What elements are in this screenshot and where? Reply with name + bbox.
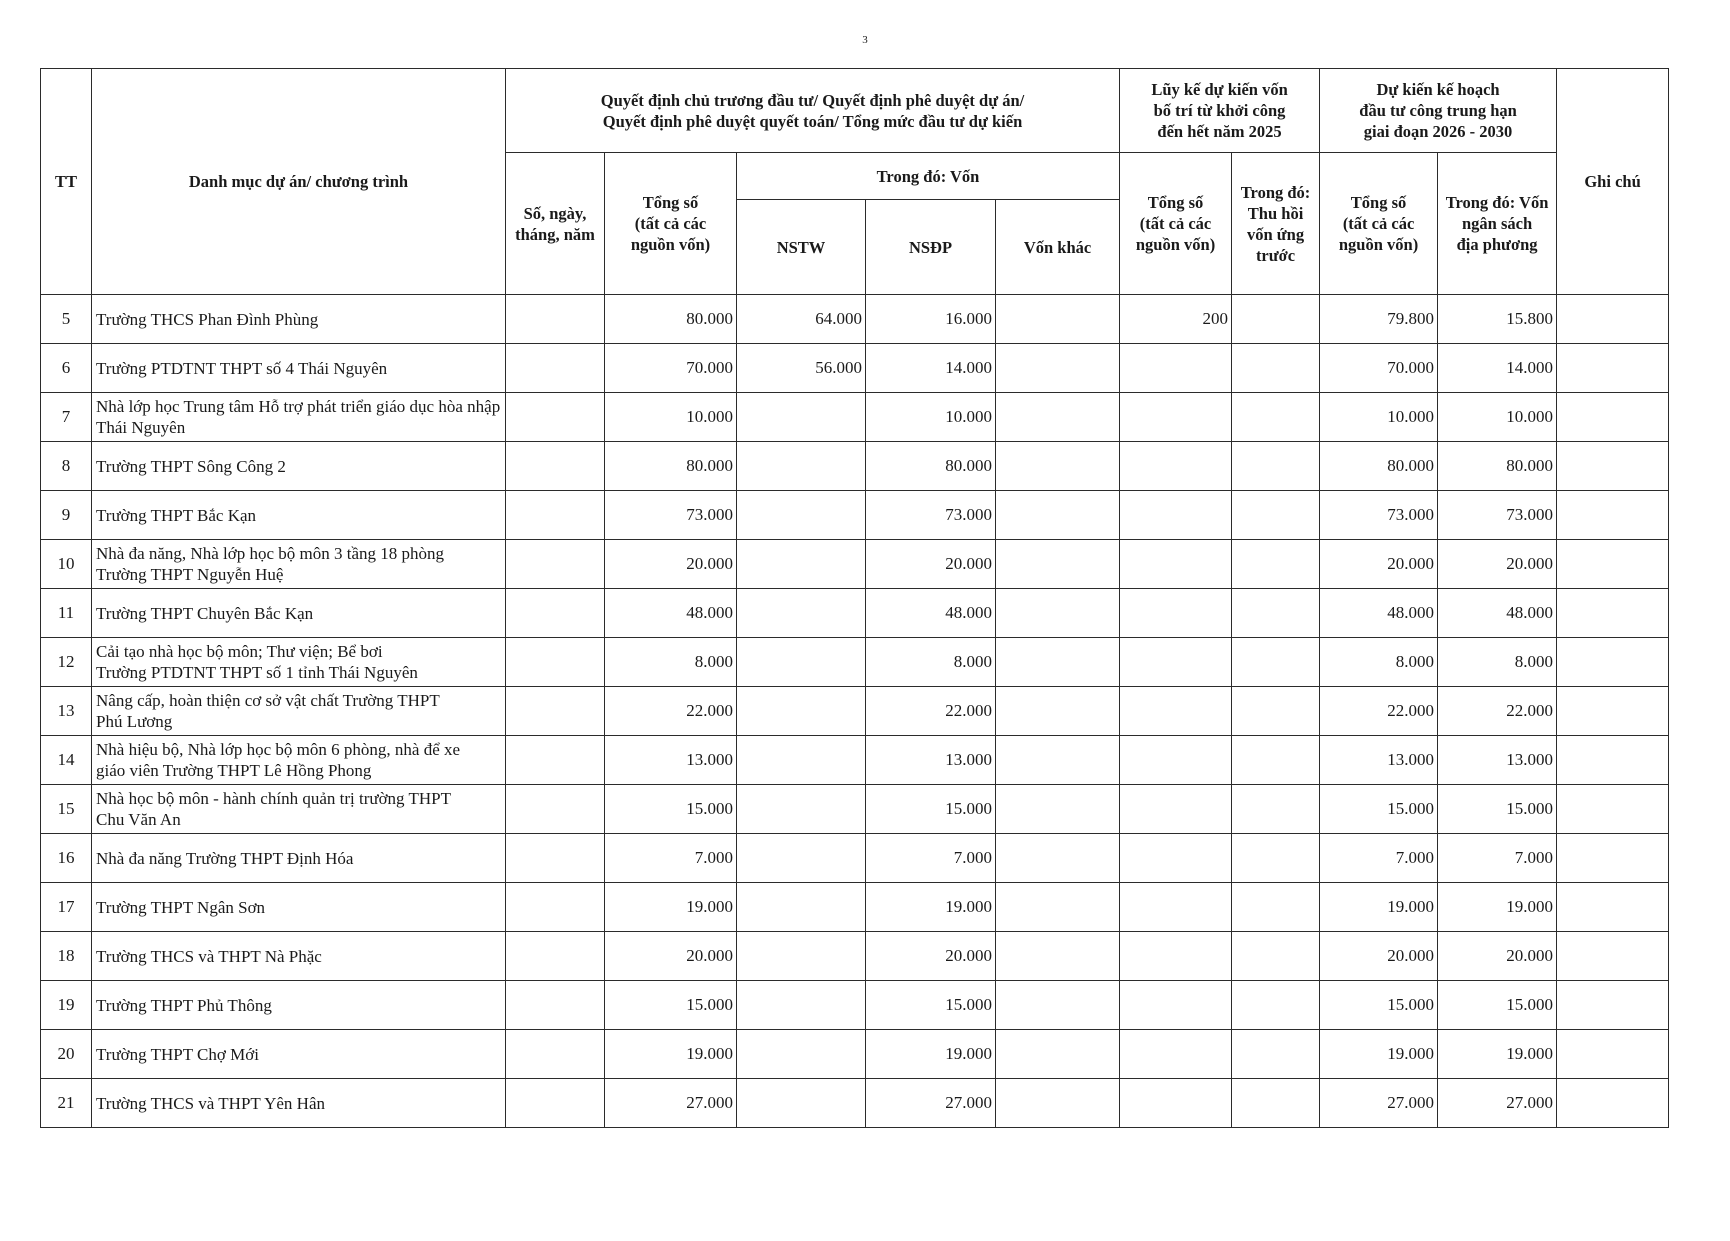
row-nstw: 56.000 — [737, 344, 866, 393]
row-cumulative-total: 200 — [1120, 295, 1232, 344]
row-plan-total: 22.000 — [1320, 687, 1438, 736]
row-decision-number — [506, 785, 605, 834]
row-plan-local: 10.000 — [1438, 393, 1557, 442]
row-project-name: Nhà học bộ môn - hành chính quản trị trường THPT Chu Văn An — [92, 785, 506, 834]
row-nstw — [737, 785, 866, 834]
row-note — [1557, 491, 1669, 540]
row-plan-local: 22.000 — [1438, 687, 1557, 736]
investment-plan-table — [40, 68, 1669, 1128]
row-cumulative-total — [1120, 491, 1232, 540]
header-nstw: NSTW — [737, 200, 866, 295]
row-tt: 9 — [41, 491, 92, 540]
row-decision-number — [506, 589, 605, 638]
row-plan-local: 7.000 — [1438, 834, 1557, 883]
row-note — [1557, 736, 1669, 785]
row-cumulative-recovery — [1232, 1079, 1320, 1128]
row-nsdp: 73.000 — [866, 491, 996, 540]
row-cumulative-total — [1120, 1030, 1232, 1079]
row-project-name: Nhà hiệu bộ, Nhà lớp học bộ môn 6 phòng, nhà để xe giáo viên Trường THPT Lê Hồng Phong — [92, 736, 506, 785]
row-decision-number — [506, 834, 605, 883]
row-nstw — [737, 491, 866, 540]
row-decision-number — [506, 442, 605, 491]
table-row — [41, 491, 1669, 540]
row-project-name: Trường THPT Phủ Thông — [92, 981, 506, 1030]
row-nsdp: 16.000 — [866, 295, 996, 344]
row-plan-total: 13.000 — [1320, 736, 1438, 785]
row-nstw — [737, 834, 866, 883]
row-plan-local: 14.000 — [1438, 344, 1557, 393]
row-decision-number — [506, 883, 605, 932]
row-plan-total: 73.000 — [1320, 491, 1438, 540]
row-decision-total: 7.000 — [605, 834, 737, 883]
row-nstw — [737, 932, 866, 981]
row-nsdp: 10.000 — [866, 393, 996, 442]
row-tt: 19 — [41, 981, 92, 1030]
row-cumulative-total — [1120, 540, 1232, 589]
row-project-name: Trường THPT Sông Công 2 — [92, 442, 506, 491]
row-plan-total: 8.000 — [1320, 638, 1438, 687]
row-cumulative-recovery — [1232, 981, 1320, 1030]
row-decision-total: 73.000 — [605, 491, 737, 540]
row-tt: 11 — [41, 589, 92, 638]
row-plan-total: 10.000 — [1320, 393, 1438, 442]
row-decision-total: 80.000 — [605, 442, 737, 491]
row-plan-local: 48.000 — [1438, 589, 1557, 638]
header-plan-total: Tổng số (tất cả các nguồn vốn) — [1320, 153, 1438, 295]
header-cumulative-recovery: Trong đó: Thu hồi vốn ứng trước — [1232, 153, 1320, 295]
row-nsdp: 13.000 — [866, 736, 996, 785]
row-tt: 13 — [41, 687, 92, 736]
row-nsdp: 15.000 — [866, 981, 996, 1030]
row-cumulative-recovery — [1232, 932, 1320, 981]
row-tt: 10 — [41, 540, 92, 589]
row-decision-number — [506, 295, 605, 344]
table-body — [41, 295, 1669, 1128]
table-row — [41, 981, 1669, 1030]
row-cumulative-recovery — [1232, 491, 1320, 540]
row-project-name: Trường THCS Phan Đình Phùng — [92, 295, 506, 344]
row-cumulative-recovery — [1232, 540, 1320, 589]
row-cumulative-recovery — [1232, 785, 1320, 834]
row-decision-total: 70.000 — [605, 344, 737, 393]
header-project-name: Danh mục dự án/ chương trình — [92, 69, 506, 295]
row-other-capital — [996, 638, 1120, 687]
row-nsdp: 15.000 — [866, 785, 996, 834]
row-decision-number — [506, 1079, 605, 1128]
row-note — [1557, 295, 1669, 344]
row-tt: 7 — [41, 393, 92, 442]
row-plan-total: 19.000 — [1320, 1030, 1438, 1079]
row-note — [1557, 344, 1669, 393]
row-cumulative-total — [1120, 785, 1232, 834]
row-cumulative-recovery — [1232, 295, 1320, 344]
row-note — [1557, 932, 1669, 981]
row-project-name: Trường THCS và THPT Yên Hân — [92, 1079, 506, 1128]
row-decision-total: 8.000 — [605, 638, 737, 687]
table-row — [41, 295, 1669, 344]
row-decision-total: 22.000 — [605, 687, 737, 736]
row-project-name: Trường PTDTNT THPT số 4 Thái Nguyên — [92, 344, 506, 393]
row-plan-local: 8.000 — [1438, 638, 1557, 687]
row-plan-local: 15.800 — [1438, 295, 1557, 344]
row-cumulative-recovery — [1232, 687, 1320, 736]
row-plan-total: 19.000 — [1320, 883, 1438, 932]
row-decision-number — [506, 638, 605, 687]
row-note — [1557, 834, 1669, 883]
row-other-capital — [996, 785, 1120, 834]
row-tt: 5 — [41, 295, 92, 344]
row-plan-total: 79.800 — [1320, 295, 1438, 344]
header-tt: TT — [41, 69, 92, 295]
row-plan-total: 20.000 — [1320, 932, 1438, 981]
row-cumulative-recovery — [1232, 442, 1320, 491]
row-plan-total: 80.000 — [1320, 442, 1438, 491]
row-decision-total: 19.000 — [605, 883, 737, 932]
table-row — [41, 393, 1669, 442]
table-row — [41, 1079, 1669, 1128]
row-cumulative-recovery — [1232, 1030, 1320, 1079]
row-other-capital — [996, 1030, 1120, 1079]
row-nstw — [737, 687, 866, 736]
header-decision-number: Số, ngày, tháng, năm — [506, 153, 605, 295]
row-cumulative-total — [1120, 638, 1232, 687]
table-row — [41, 540, 1669, 589]
row-decision-total: 20.000 — [605, 932, 737, 981]
row-cumulative-recovery — [1232, 393, 1320, 442]
row-other-capital — [996, 736, 1120, 785]
row-plan-local: 73.000 — [1438, 491, 1557, 540]
table-row — [41, 785, 1669, 834]
row-other-capital — [996, 344, 1120, 393]
row-decision-number — [506, 736, 605, 785]
row-decision-total: 15.000 — [605, 785, 737, 834]
row-nsdp: 80.000 — [866, 442, 996, 491]
row-cumulative-total — [1120, 687, 1232, 736]
header-decision-group: Quyết định chủ trương đầu tư/ Quyết định phê duyệt dự án/ Quyết định phê duyệt quyết toán/ Tổng mức đầu tư dự kiến — [506, 69, 1120, 153]
row-cumulative-total — [1120, 932, 1232, 981]
table-header — [41, 69, 1669, 295]
row-cumulative-total — [1120, 981, 1232, 1030]
row-plan-local: 19.000 — [1438, 883, 1557, 932]
row-tt: 16 — [41, 834, 92, 883]
row-plan-local: 20.000 — [1438, 932, 1557, 981]
row-project-name: Trường THPT Chợ Mới — [92, 1030, 506, 1079]
row-nstw — [737, 981, 866, 1030]
row-note — [1557, 589, 1669, 638]
row-decision-number — [506, 540, 605, 589]
row-cumulative-total — [1120, 834, 1232, 883]
row-decision-total: 48.000 — [605, 589, 737, 638]
row-cumulative-total — [1120, 442, 1232, 491]
row-decision-number — [506, 981, 605, 1030]
row-other-capital — [996, 442, 1120, 491]
row-project-name: Nhà lớp học Trung tâm Hỗ trợ phát triển giáo dục hòa nhập Thái Nguyên — [92, 393, 506, 442]
row-decision-number — [506, 687, 605, 736]
row-note — [1557, 1079, 1669, 1128]
table-row — [41, 834, 1669, 883]
row-nsdp: 20.000 — [866, 932, 996, 981]
row-tt: 6 — [41, 344, 92, 393]
row-decision-total: 19.000 — [605, 1030, 737, 1079]
table-row — [41, 589, 1669, 638]
row-tt: 15 — [41, 785, 92, 834]
row-cumulative-total — [1120, 736, 1232, 785]
row-plan-total: 48.000 — [1320, 589, 1438, 638]
row-nstw — [737, 589, 866, 638]
table-row — [41, 1030, 1669, 1079]
row-other-capital — [996, 491, 1120, 540]
row-note — [1557, 785, 1669, 834]
header-of-which-capital: Trong đó: Vốn — [737, 153, 1120, 200]
row-cumulative-recovery — [1232, 638, 1320, 687]
row-tt: 14 — [41, 736, 92, 785]
table-row — [41, 736, 1669, 785]
row-note — [1557, 687, 1669, 736]
row-project-name: Nhà đa năng Trường THPT Định Hóa — [92, 834, 506, 883]
row-decision-total: 13.000 — [605, 736, 737, 785]
header-cumulative-total: Tổng số (tất cả các nguồn vốn) — [1120, 153, 1232, 295]
row-cumulative-recovery — [1232, 589, 1320, 638]
row-tt: 18 — [41, 932, 92, 981]
row-decision-number — [506, 344, 605, 393]
row-plan-total: 7.000 — [1320, 834, 1438, 883]
row-other-capital — [996, 932, 1120, 981]
table-row — [41, 883, 1669, 932]
row-nstw — [737, 638, 866, 687]
row-cumulative-total — [1120, 393, 1232, 442]
row-tt: 12 — [41, 638, 92, 687]
table-row — [41, 932, 1669, 981]
table-row — [41, 442, 1669, 491]
row-plan-total: 20.000 — [1320, 540, 1438, 589]
row-nstw — [737, 540, 866, 589]
row-tt: 17 — [41, 883, 92, 932]
row-cumulative-total — [1120, 883, 1232, 932]
row-nsdp: 22.000 — [866, 687, 996, 736]
row-note — [1557, 638, 1669, 687]
row-nstw — [737, 442, 866, 491]
row-plan-local: 20.000 — [1438, 540, 1557, 589]
row-plan-local: 13.000 — [1438, 736, 1557, 785]
row-other-capital — [996, 589, 1120, 638]
row-plan-local: 80.000 — [1438, 442, 1557, 491]
row-nstw — [737, 883, 866, 932]
row-note — [1557, 1030, 1669, 1079]
row-other-capital — [996, 883, 1120, 932]
row-plan-total: 15.000 — [1320, 981, 1438, 1030]
table-row — [41, 344, 1669, 393]
row-project-name: Nhà đa năng, Nhà lớp học bộ môn 3 tầng 18 phòng Trường THPT Nguyễn Huệ — [92, 540, 506, 589]
row-note — [1557, 981, 1669, 1030]
row-cumulative-recovery — [1232, 344, 1320, 393]
row-plan-local: 19.000 — [1438, 1030, 1557, 1079]
row-nstw — [737, 736, 866, 785]
row-project-name: Trường THPT Bắc Kạn — [92, 491, 506, 540]
row-note — [1557, 540, 1669, 589]
row-decision-total: 15.000 — [605, 981, 737, 1030]
row-nstw — [737, 1030, 866, 1079]
row-project-name: Cải tạo nhà học bộ môn; Thư viện; Bể bơi Trường PTDTNT THPT số 1 tỉnh Thái Nguyên — [92, 638, 506, 687]
row-cumulative-recovery — [1232, 736, 1320, 785]
row-decision-number — [506, 393, 605, 442]
row-project-name: Trường THPT Ngân Sơn — [92, 883, 506, 932]
row-tt: 21 — [41, 1079, 92, 1128]
row-other-capital — [996, 393, 1120, 442]
row-plan-total: 27.000 — [1320, 1079, 1438, 1128]
row-plan-total: 70.000 — [1320, 344, 1438, 393]
header-nsdp: NSĐP — [866, 200, 996, 295]
header-cumulative-group: Lũy kế dự kiến vốn bố trí từ khởi công đến hết năm 2025 — [1120, 69, 1320, 153]
table-row — [41, 687, 1669, 736]
row-other-capital — [996, 1079, 1120, 1128]
row-plan-local: 27.000 — [1438, 1079, 1557, 1128]
row-decision-number — [506, 1030, 605, 1079]
row-decision-total: 27.000 — [605, 1079, 737, 1128]
table-row — [41, 638, 1669, 687]
header-other-capital: Vốn khác — [996, 200, 1120, 295]
row-cumulative-total — [1120, 344, 1232, 393]
row-nsdp: 7.000 — [866, 834, 996, 883]
row-nstw — [737, 1079, 866, 1128]
row-nsdp: 14.000 — [866, 344, 996, 393]
row-note — [1557, 442, 1669, 491]
row-project-name: Trường THPT Chuyên Bắc Kạn — [92, 589, 506, 638]
row-nsdp: 27.000 — [866, 1079, 996, 1128]
row-other-capital — [996, 834, 1120, 883]
page-number: 3 — [862, 34, 868, 46]
row-cumulative-total — [1120, 1079, 1232, 1128]
row-cumulative-recovery — [1232, 834, 1320, 883]
header-plan-group: Dự kiến kế hoạch đầu tư công trung hạn giai đoạn 2026 - 2030 — [1320, 69, 1557, 153]
row-decision-number — [506, 491, 605, 540]
row-project-name: Trường THCS và THPT Nà Phặc — [92, 932, 506, 981]
row-project-name: Nâng cấp, hoàn thiện cơ sở vật chất Trường THPT Phú Lương — [92, 687, 506, 736]
row-nsdp: 20.000 — [866, 540, 996, 589]
row-nsdp: 19.000 — [866, 1030, 996, 1079]
row-decision-total: 20.000 — [605, 540, 737, 589]
row-decision-number — [506, 932, 605, 981]
row-nstw — [737, 393, 866, 442]
row-plan-local: 15.000 — [1438, 785, 1557, 834]
row-cumulative-recovery — [1232, 883, 1320, 932]
header-notes: Ghi chú — [1557, 69, 1669, 295]
row-tt: 20 — [41, 1030, 92, 1079]
row-nsdp: 48.000 — [866, 589, 996, 638]
row-other-capital — [996, 981, 1120, 1030]
row-plan-local: 15.000 — [1438, 981, 1557, 1030]
row-decision-total: 80.000 — [605, 295, 737, 344]
row-note — [1557, 393, 1669, 442]
row-other-capital — [996, 687, 1120, 736]
row-tt: 8 — [41, 442, 92, 491]
row-cumulative-total — [1120, 589, 1232, 638]
header-plan-local: Trong đó: Vốn ngân sách địa phương — [1438, 153, 1557, 295]
row-plan-total: 15.000 — [1320, 785, 1438, 834]
header-decision-total: Tổng số (tất cả các nguồn vốn) — [605, 153, 737, 295]
row-nsdp: 8.000 — [866, 638, 996, 687]
row-other-capital — [996, 540, 1120, 589]
row-note — [1557, 883, 1669, 932]
row-nstw: 64.000 — [737, 295, 866, 344]
row-nsdp: 19.000 — [866, 883, 996, 932]
row-decision-total: 10.000 — [605, 393, 737, 442]
row-other-capital — [996, 295, 1120, 344]
